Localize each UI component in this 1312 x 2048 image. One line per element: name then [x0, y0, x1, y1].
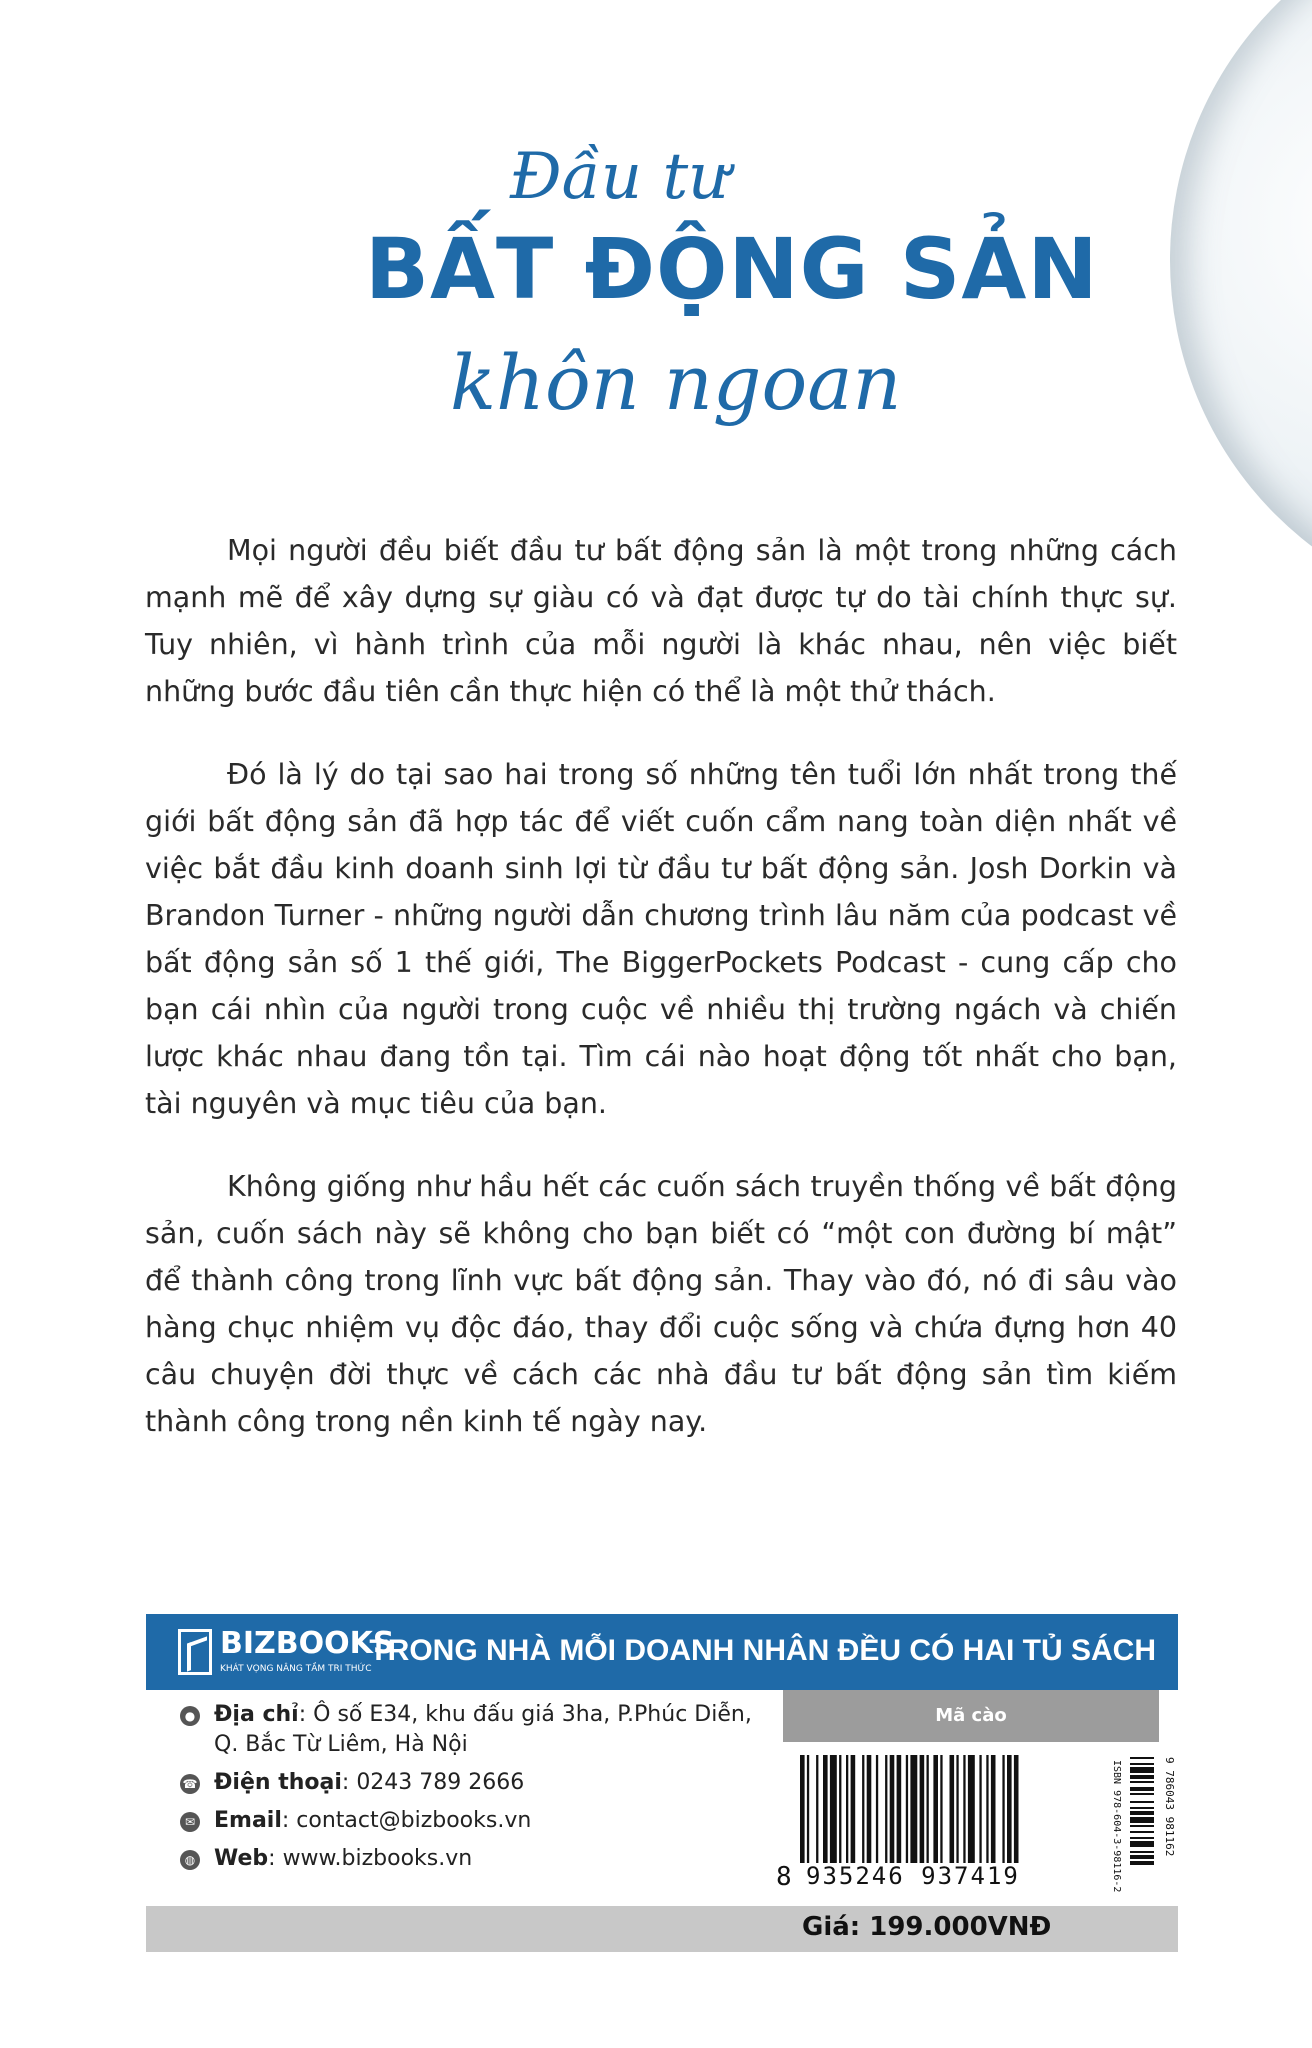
- title-line-3: khôn ngoan: [450, 338, 902, 427]
- email-icon: ✉: [180, 1812, 200, 1832]
- address-line-2: Q. Bắc Từ Liêm, Hà Nội: [214, 1732, 468, 1757]
- barcode-digits: 935246 937419: [806, 1862, 1020, 1890]
- isbn-text: ISBN 978-604-3-98116-2: [1111, 1760, 1122, 1893]
- title-line-1: Đầu tư: [510, 140, 730, 214]
- description-paragraph-1: Mọi người đều biết đầu tư bất động sản là một trong những cách mạnh mẽ để xây dựng sự giàu có và đạt được tự do tài chính thực sự. Tuy nhiên, vì hành trình của mỗi người là khác nhau, nên việc biết những bước đầu tiên cần thực hiện có thể là một thử thách.: [145, 534, 1177, 708]
- publisher-tagline: KHÁT VỌNG NÂNG TẦM TRI THỨC: [220, 1664, 372, 1674]
- phone-row: ☎ Điện thoại: 0243 789 2666: [180, 1768, 780, 1798]
- email-label: Email: [214, 1808, 282, 1833]
- decorative-glass-circle: [1170, 0, 1312, 620]
- scratch-code-panel: Mã cào: [783, 1690, 1159, 1742]
- book-title: [340, 140, 1099, 460]
- publisher-logo-name: BIZBOOKS: [220, 1626, 395, 1661]
- price: Giá: 199.000VNĐ: [802, 1912, 1052, 1942]
- title-line-2: BẤT ĐỘNG SẢN: [365, 220, 1099, 318]
- description-paragraph-2: Đó là lý do tại sao hai trong số những tên tuổi lớn nhất trong thế giới bất động sản đã hợp tác để viết cuốn cẩm nang toàn diện nhất về việc bắt đầu kinh doanh sinh lợi từ đầu tư bất động sản. Josh Dorkin và Brandon Turner - những người dẫn chương trình lâu năm của podcast về bất động sản số 1 thế giới, The BiggerPockets Podcast - cung cấp cho bạn cái nhìn của người trong cuộc về nhiều thị trường ngách và chiến lược khác nhau đang tồn tại. Tìm cái nào hoạt động tốt nhất cho bạn, tài nguyên và mục tiêu của bạn.: [145, 758, 1177, 1120]
- email-row: ✉ Email: contact@bizbooks.vn: [180, 1806, 780, 1836]
- book-description: [145, 527, 1177, 1481]
- barcode-first-digit: 8: [776, 1862, 792, 1892]
- phone-label: Điện thoại: [214, 1770, 342, 1795]
- description-paragraph-3: Không giống như hầu hết các cuốn sách truyền thống về bất động sản, cuốn sách này sẽ không cho bạn biết có “một con đường bí mật” để thành công trong lĩnh vực bất động sản. Thay vào đó, nó đi sâu vào hàng chục nhiệm vụ độc đáo, thay đổi cuộc sống và chứa đựng hơn 40 câu chuyện đời thực về cách các nhà đầu tư bất động sản tìm kiếm thành công trong nền kinh tế ngày nay.: [145, 1170, 1177, 1438]
- isbn-barcode: [1130, 1757, 1154, 1877]
- phone-icon: ☎: [180, 1774, 200, 1794]
- location-pin-icon: ●: [180, 1706, 200, 1726]
- email-address: contact@bizbooks.vn: [296, 1808, 532, 1833]
- address-label: Địa chỉ: [214, 1702, 299, 1727]
- phone-number: 0243 789 2666: [356, 1770, 525, 1795]
- web-row: ◍ Web: www.bizbooks.vn: [180, 1844, 780, 1874]
- publisher-slogan: TRONG NHÀ MỖI DOANH NHÂN ĐỀU CÓ HAI TỦ SÁCH: [369, 1634, 1156, 1667]
- address-line-1: Ô số E34, khu đấu giá 3ha, P.Phúc Diễn,: [313, 1702, 752, 1727]
- price-bar: [146, 1906, 1178, 1952]
- web-label: Web: [214, 1846, 269, 1871]
- web-address: www.bizbooks.vn: [282, 1846, 473, 1871]
- globe-icon: ◍: [180, 1850, 200, 1870]
- bizbooks-logo-icon: [178, 1629, 212, 1675]
- publisher-banner: [146, 1614, 1178, 1690]
- address-row: ● Địa chỉ: Ô số E34, khu đấu giá 3ha, P.Phúc Diễn, Q. Bắc Từ Liêm, Hà Nội: [180, 1700, 780, 1760]
- contact-info: [180, 1700, 780, 1882]
- isbn-digits: 9 786043 981162: [1163, 1757, 1176, 1857]
